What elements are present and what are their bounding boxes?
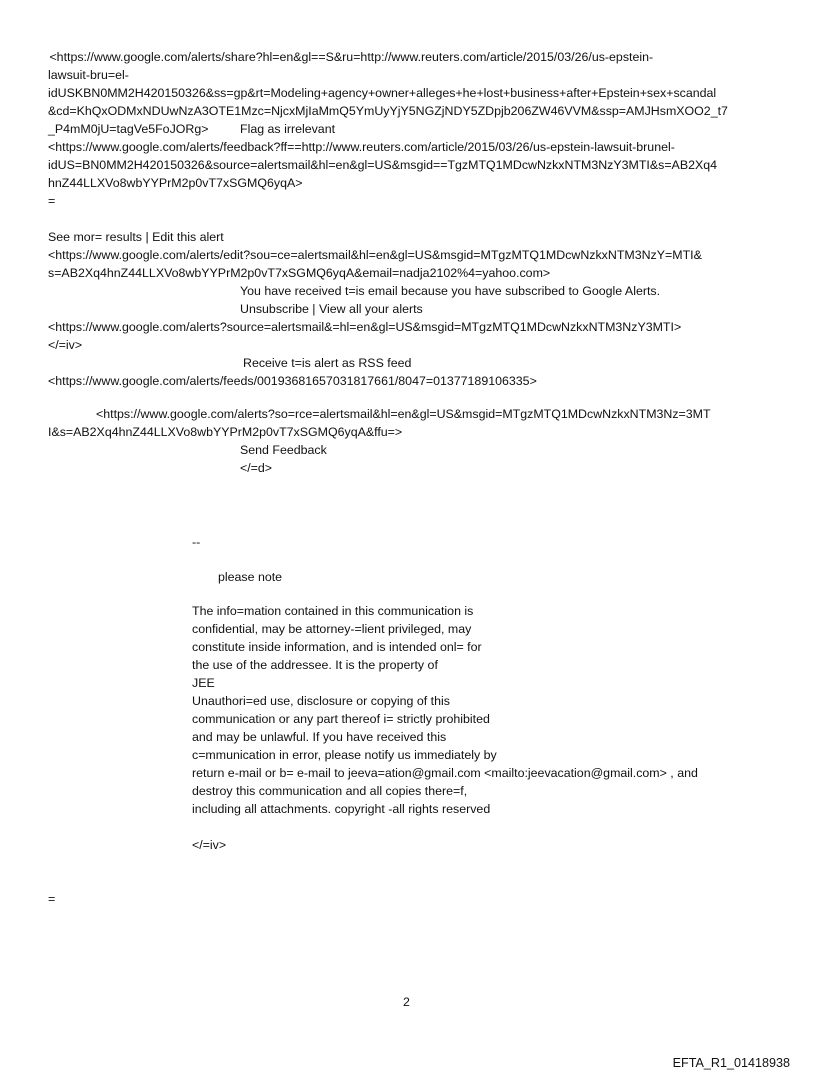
notice-line-email[interactable]: return e-mail or b= e-mail to jeeva=ation@gmail.com <mailto:jeevacation@gmail.com> , and <box>192 766 698 780</box>
send-feedback-link-line-2[interactable]: I&s=AB2Xq4hnZ44LLXVo8wbYYPrM2p0vT7xSGMQ6yqA&ffu=> <box>48 425 403 439</box>
view-all-alerts-link[interactable]: <https://www.google.com/alerts?source=alertsmail&=hl=en&gl=US&msgid=MTgzMTQ1MDcwNzkxNTM3NzY3MTI> <box>48 320 682 334</box>
alert-feedback-link-line-2[interactable]: idUS=BN0MM2H420150326&source=alertsmail&hl=en&gl=US&msgid==TgzMTQ1MDcwNzkxNTM3NzY3MTI&s=AB2Xq4 <box>48 158 718 172</box>
alert-share-link-line-3[interactable]: idUSKBN0MM2H420150326&ss=gp&rt=Modeling+agency+owner+alleges+he+lost+business+after+Epstein+sex+scandal <box>48 86 717 100</box>
alert-share-link-line-4[interactable]: &cd=KhQxODMxNDUwNzA3OTE1Mzc=NjcxMjIaMmQ5YmUyYjY5NGZjNDY5ZDpjb206ZW46VVM&ssp=AMJHsmXOO2_t7 <box>48 104 728 118</box>
alert-share-link-line-5[interactable]: _P4mM0jU=tagVe5FoJORg> <box>48 122 209 136</box>
notice-line: Unauthori=ed use, disclosure or copying of this <box>192 694 450 708</box>
notice-line: JEE <box>192 676 215 690</box>
alert-share-link-line-1[interactable]: <https://www.google.com/alerts/share?hl=en&gl==S&ru=http://www.reuters.com/article/2015/03/26/us-epstein- <box>46 50 654 64</box>
equals-separator: = <box>48 194 56 208</box>
edit-alert-link-line-1[interactable]: <https://www.google.com/alerts/edit?sou=ce=alertsmail&hl=en&gl=US&msgid=MTgzMTQ1MDcwNzkxNTM3NzY=MTI& <box>48 248 702 262</box>
rss-feed-link[interactable]: <https://www.google.com/alerts/feeds/00193681657031817661/8047=01377189106335> <box>48 374 537 388</box>
see-more-edit-alert-line[interactable]: See mor= results | Edit this alert <box>48 230 224 244</box>
notice-line: The info=mation contained in this communication is <box>192 604 474 618</box>
please-note-heading: please note <box>218 570 283 584</box>
alert-feedback-link-line-1[interactable]: <https://www.google.com/alerts/feedback?ff==http://www.reuters.com/article/2015/03/26/us-epstein-lawsuit-brunel- <box>48 140 675 154</box>
closing-div-tag-2: </=iv> <box>192 838 227 852</box>
send-feedback-label[interactable]: Send Feedback <box>240 443 327 457</box>
send-feedback-link-line-1[interactable]: <https://www.google.com/alerts?so=rce=alertsmail&hl=en&gl=US&msgid=MTgzMTQ1MDcwNzkxNTM3Nz=3MT <box>96 407 711 421</box>
notice-line: destroy this communication and all copies there=f, <box>192 784 468 798</box>
unsubscribe-view-alerts-line[interactable]: Unsubscribe | View all your alerts <box>240 302 423 316</box>
rss-feed-label[interactable]: Receive t=is alert as RSS feed <box>243 356 412 370</box>
notice-line: c=mmunication in error, please notify us immediately by <box>192 748 497 762</box>
document-id-footer: EFTA_R1_01418938 <box>672 1056 790 1070</box>
notice-line: constitute inside information, and is intended onl= for <box>192 640 482 654</box>
subscription-notice: You have received t=is email because you have subscribed to Google Alerts. <box>240 284 661 298</box>
trailing-equals: = <box>48 892 56 906</box>
notice-line: the use of the addressee. It is the property of <box>192 658 438 672</box>
alert-share-link-line-2[interactable]: lawsuit-bru=el- <box>48 68 129 82</box>
alert-feedback-link-line-3[interactable]: hnZ44LLXVo8wbYYPrM2p0vT7xSGMQ6yqA> <box>48 176 303 190</box>
notice-line: including all attachments. copyright -all rights reserved <box>192 802 491 816</box>
closing-d-tag: </=d> <box>240 461 273 475</box>
edit-alert-link-line-2[interactable]: s=AB2Xq4hnZ44LLXVo8wbYYPrM2p0vT7xSGMQ6yqA&email=nadja2102%4=yahoo.com> <box>48 266 551 280</box>
notice-line: communication or any part thereof i= strictly prohibited <box>192 712 490 726</box>
page-number: 2 <box>403 995 410 1009</box>
closing-div-tag: </=iv> <box>48 338 83 352</box>
flag-as-irrelevant-link[interactable]: Flag as irrelevant <box>240 122 336 136</box>
signature-dashes: -- <box>192 535 201 549</box>
notice-line: confidential, may be attorney-=lient privileged, may <box>192 622 472 636</box>
notice-line: and may be unlawful. If you have received this <box>192 730 447 744</box>
